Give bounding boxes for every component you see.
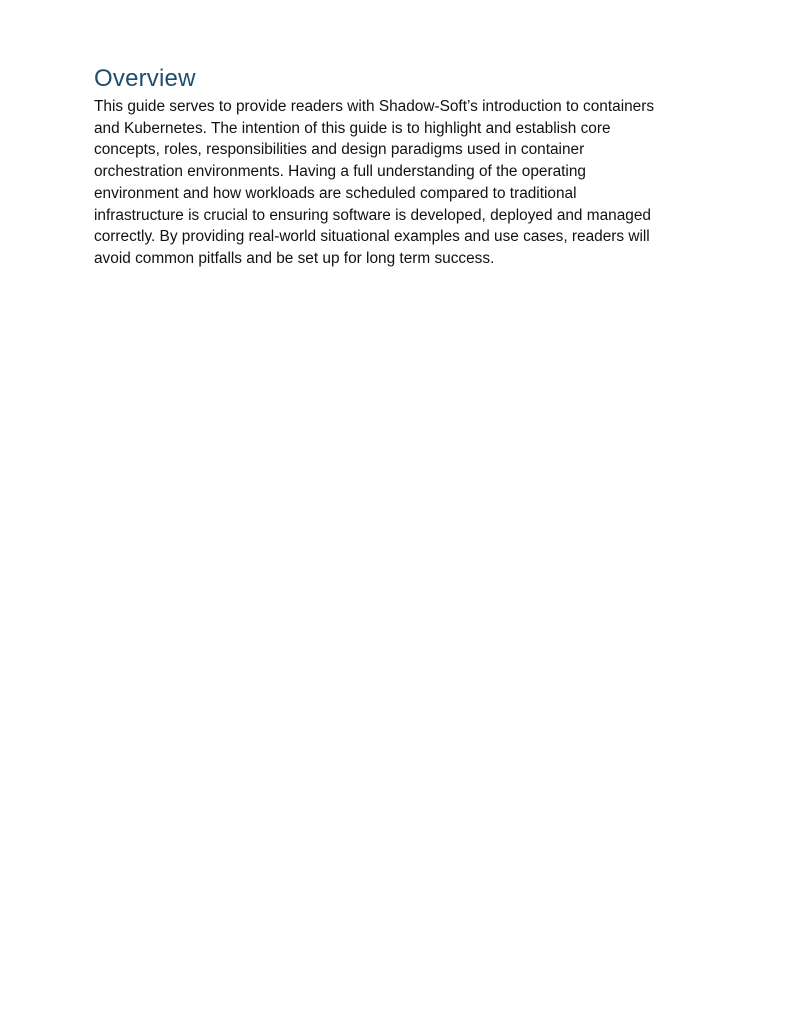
paragraph-line: infrastructure is crucial to ensuring software is developed, deployed and managed <box>94 206 651 224</box>
paragraph-line: avoid common pitfalls and be set up for long term success. <box>94 249 495 267</box>
paragraph-line: and Kubernetes. The intention of this guide is to highlight and establish core <box>94 119 611 137</box>
overview-paragraph <box>94 96 704 270</box>
overview-section <box>94 62 704 270</box>
section-heading: Overview <box>94 65 196 92</box>
paragraph-line: correctly. By providing real-world situational examples and use cases, readers will <box>94 228 650 246</box>
paragraph-line: environment and how workloads are scheduled compared to traditional <box>94 184 577 202</box>
paragraph-line: This guide serves to provide readers with Shadow-Soft’s introduction to containers <box>94 98 655 115</box>
paragraph-line: orchestration environments. Having a full understanding of the operating <box>94 163 586 181</box>
paragraph-line: concepts, roles, responsibilities and design paradigms used in container <box>94 141 585 159</box>
